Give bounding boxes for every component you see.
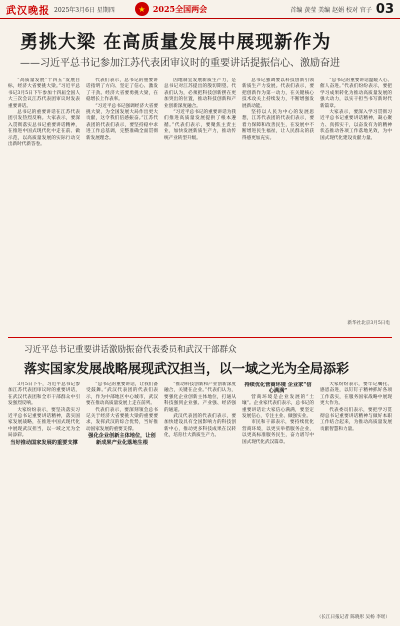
- story1-headline: 勇挑大梁 在高质量发展中展现新作为: [20, 32, 332, 53]
- story2-paragraph: 大家纷纷表示，要坚决落实习近平总书记重要讲话精神，落实国家发展战略，在推进中国式现代化中展现武汉担当，以一域之光为全局添彩。: [8, 407, 80, 439]
- story2-paragraph: 市民和干部表示，要持续优化营商环境，以更实举措服务企业，以更高标准服务民生，奋力谱写中国式现代化武汉篇章。: [242, 420, 314, 445]
- story2-paragraph: “总书记的重要讲话，让我们备受鼓舞。”武汉代表团的代表们表示，作为中部地区中心城市，武汉要在推动高质量发展上走在前列。: [86, 382, 158, 407]
- story2-credit: （长江日报记者 陈晓彤 吴杨 李瑶）: [316, 615, 390, 620]
- story1-paragraph: “习近平总书记强调经济大省要挑大梁，为全国发展大局作出更大贡献，这令我们倍感振奋。”江苏代表团的代表们表示，要坚持稳中求进工作总基调，完整准确全面贯彻新发展理念。: [86, 103, 158, 141]
- story1-body: [8, 78, 392, 334]
- story2-paragraph: 代表们表示，要深刻领会总书记关于经济大省要挑大梁的重要要求，发挥武汉的综合优势，当好推动国家发展的重要支撑。: [86, 407, 158, 432]
- story2-section-head: 当好推动国家发展的重要支撑: [10, 439, 78, 446]
- story1-paragraph: 因地制宜发展新质生产力，是总书记对江苏提出的殷切期望。代表们认为，必须把科技创新摆在更加突出的位置，推动科技创新和产业创新深度融合。: [164, 78, 236, 109]
- story2-paragraph: 武汉代表团的代表们表示，要加快建设具有全国影响力的科技创新中心，推动更多科技成果在汉转化，培育壮大新质生产力。: [164, 414, 236, 439]
- story2-paragraph: 3月5日下午，习近平总书记参加江苏代表团审议时的重要讲话，在武汉代表团和全市干部群众中引发强烈反响。: [8, 382, 80, 407]
- masthead: [0, 0, 400, 19]
- session-label: 2025全国两会: [152, 3, 208, 14]
- story1-subheadline: ——习近平总书记参加江苏代表团审议时的重要讲话提振信心、激励奋进: [20, 58, 340, 69]
- page-number: 03: [375, 1, 394, 17]
- story1-paragraph: 总书记强调要以科技创新引领新质生产力发展。代表们表示，要把创新作为第一动力，在关键核心技术攻关上持续发力，不断增强发展新动能。: [242, 78, 314, 109]
- story2-section-head: 强化企业创新主体地位，让创新成果产业化落地生根: [88, 433, 156, 446]
- story2-paragraph: 大家纷纷表示，要牢记嘱托、感恩奋进，以钉钉子精神抓好各项工作落实，在服务国家战略中展现更大作为。: [320, 382, 392, 407]
- story1-paragraph: 代表们表示，总书记的重要讲话指明了方向、坚定了信心、激发了干劲。经济大省要勇挑大梁，在稳增长上作表率。: [86, 78, 158, 103]
- story2-paragraph: 营商环境是企业发展的“土壤”。企业家代表们表示，总书记的重要讲话让大家信心满满，要坚定发展信心，专注主业、做强实业。: [242, 394, 314, 420]
- story1-credit: 新华社北京3月5日电: [347, 321, 390, 326]
- story2-body: [8, 382, 392, 620]
- issue-date: 2025年3月6日 星期四: [54, 6, 115, 14]
- story1-paragraph: 大家表示，要深入学习贯彻习近平总书记重要讲话精神，凝心聚力、真抓实干，以奋发有为的精神状态推动各项工作落地见效，为中国式现代化建设贡献力量。: [320, 110, 392, 141]
- story1-paragraph: “总书记的重要讲话温暖人心、催人奋进。”代表们纷纷表示，要把学习成果转化为推动高质量发展的强大动力，以实干担当书写新时代新篇章。: [320, 78, 392, 109]
- story2-section-head: 持续优化营商环境 企业家“信心满满”: [244, 382, 312, 395]
- paper-name: 武汉晚报: [6, 5, 50, 17]
- section-divider: [8, 337, 392, 338]
- staff-credits: 首编 黄莹 美编 赵娟 校对 官子: [290, 6, 372, 14]
- story2-headline: 落实国家发展战略展现武汉担当，以一域之光为全局添彩: [24, 362, 350, 377]
- national-emblem-icon: ★: [135, 2, 149, 16]
- story1-paragraph: “习近平总书记的重要讲话为我们推进高质量发展提供了根本遵循。”代表们表示，要聚焦主责主业，加快发展新质生产力，推动传统产业转型升级。: [164, 110, 236, 141]
- story1-paragraph: “高质量发展”十四五”发展目标，经济大省要挑大梁。”习近平总书记3月5日下午参加十四届全国人大三次会议江苏代表团审议时发表重要讲话。: [8, 78, 80, 109]
- story2-subheadline: 习近平总书记重要讲话激励振奋代表委员和武汉干部群众: [24, 345, 237, 355]
- story2-paragraph: 代表委员们表示，要把学习贯彻总书记重要讲话精神与做好本职工作结合起来，为推动高质量发展贡献智慧和力量。: [320, 407, 392, 432]
- story1-paragraph: 坚持以人民为中心的发展思想，江苏代表团的代表们表示，要着力保障和改善民生，在发展中不断增进民生福祉，让人民群众的获得感更加充实。: [242, 110, 314, 141]
- story1-paragraph: 总书记的重要讲话在江苏代表团引发热烈反响。大家表示，要深入贯彻落实总书记重要讲话精神，在推进中国式现代化中走在前、做示范，以高质量发展的实际行动交出新时代新答卷。: [8, 110, 80, 148]
- story2-paragraph: “推动科技创新和产业创新深度融合，关键在企业。”代表们认为，要强化企业创新主体地位，打通从科技强到企业强、产业强、经济强的通道。: [164, 382, 236, 413]
